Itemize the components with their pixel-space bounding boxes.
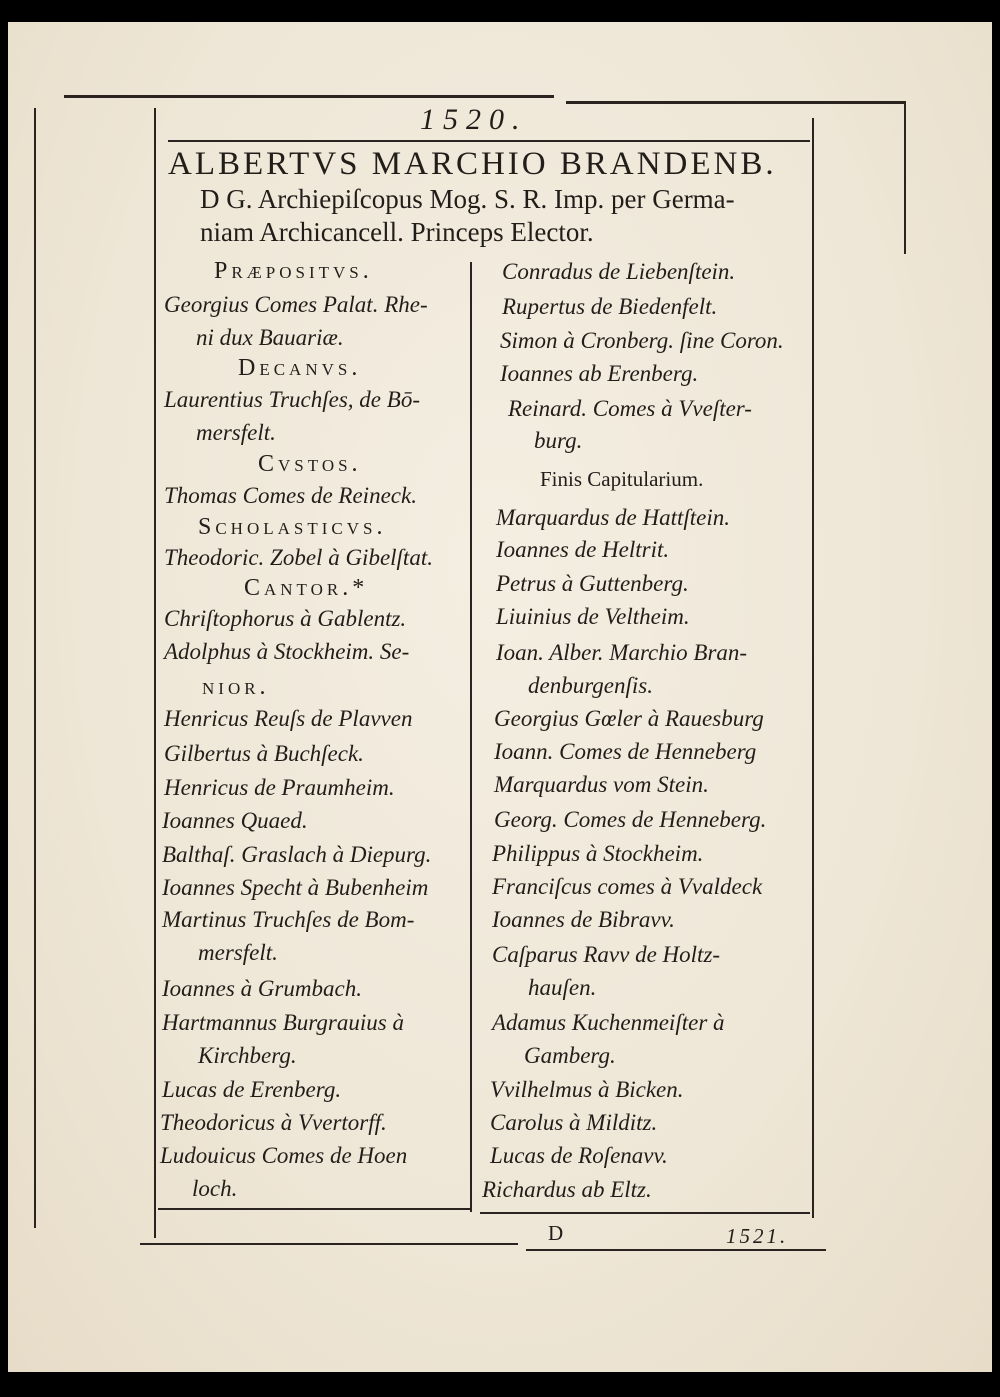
right-entry: burg. [534, 428, 583, 453]
right-entry: Reinard. Comes à Vveſter- [508, 396, 752, 421]
outer-right-border [904, 104, 906, 254]
signature-mark: D [548, 1221, 564, 1245]
title-line-2: D G. Archiepiſcopus Mog. S. R. Imp. per Germa- [200, 184, 735, 214]
left-border [154, 108, 156, 1238]
right-entry: Adamus Kuchenmeiſter à [492, 1010, 725, 1035]
right-entry: Caſparus Ravv de Holtz- [492, 942, 721, 967]
right-entry: Georgius Gœler à Rauesburg [494, 706, 764, 731]
column-divider [470, 262, 472, 1212]
left-entry: Præpositvs. [214, 258, 373, 284]
right-entry: Finis Capitularium. [540, 467, 704, 491]
left-entry: Martinus Truchſes de Bom- [162, 907, 415, 932]
left-entry: Gilbertus à Buchſeck. [164, 741, 364, 766]
right-entry: Vvilhelmus à Bicken. [490, 1077, 684, 1102]
left-entry: Theodoricus à Vvertorff. [160, 1110, 387, 1135]
bottom-rule-right [480, 1212, 810, 1214]
right-entry: Liuinius de Veltheim. [496, 604, 690, 629]
left-entry: Decanvs. [238, 355, 362, 381]
left-entry: mersfelt. [198, 940, 278, 965]
right-entry: Gamberg. [524, 1043, 616, 1068]
title-line-3: niam Archicancell. Princeps Elector. [200, 217, 594, 247]
left-entry: loch. [192, 1176, 238, 1201]
left-entry: nior. [202, 674, 270, 700]
footer-rule-left [140, 1243, 518, 1245]
right-border [812, 118, 814, 1218]
right-entry: Franciſcus comes à Vvaldeck [492, 874, 763, 899]
left-entry: Scholasticvs. [198, 514, 387, 540]
left-entry: Adolphus à Stockheim. Se- [164, 639, 410, 664]
right-entry: Marquardus vom Stein. [494, 772, 709, 797]
left-entry: Cantor.* [244, 575, 369, 601]
bottom-rule-left [158, 1208, 470, 1210]
left-entry: Lucas de Erenberg. [162, 1077, 342, 1102]
left-entry: Ioannes Quaed. [162, 808, 308, 833]
right-entry: Ioan. Alber. Marchio Bran- [496, 640, 748, 665]
page-number: 1520. [420, 103, 528, 136]
right-entry: Ioannes de Bibravv. [492, 907, 675, 932]
left-entry: Chriſtophorus à Gablentz. [164, 606, 407, 631]
left-entry: Ludouicus Comes de Hoen [160, 1143, 408, 1168]
top-rule-left [64, 95, 554, 98]
left-entry: Ioannes Specht à Bubenheim [162, 875, 429, 900]
right-entry: Ioannes de Heltrit. [496, 537, 670, 562]
footer-rule-right [526, 1249, 826, 1251]
left-entry: Balthaſ. Graslach à Diepurg. [162, 842, 432, 867]
left-entry: Ioannes à Grumbach. [162, 976, 362, 1001]
left-entry: Thomas Comes de Reineck. [164, 483, 417, 508]
left-entry: Kirchberg. [198, 1043, 297, 1068]
left-entry: ni dux Bauariæ. [196, 325, 344, 350]
top-rule-right [566, 101, 906, 104]
outer-left-border [34, 108, 36, 1228]
right-entry: Rupertus de Biedenfelt. [502, 294, 718, 319]
left-entry: mersfelt. [196, 420, 276, 445]
right-entry: Georg. Comes de Henneberg. [494, 807, 767, 832]
right-entry: Lucas de Roſenavv. [490, 1143, 668, 1168]
catchword: 1521. [726, 1224, 789, 1248]
title-rule [168, 140, 810, 142]
right-entry: hauſen. [528, 975, 597, 1000]
right-entry: Petrus à Guttenberg. [496, 571, 689, 596]
right-entry: Richardus ab Eltz. [482, 1177, 652, 1202]
right-entry: Ioann. Comes de Henneberg [494, 739, 757, 764]
left-entry: Henricus Reuſs de Plavven [164, 706, 413, 731]
left-entry: Henricus de Praumheim. [164, 775, 395, 800]
left-entry: Georgius Comes Palat. Rhe- [164, 292, 428, 317]
right-entry: Ioannes ab Erenberg. [500, 361, 699, 386]
left-entry: Laurentius Truchſes, de Bō- [164, 387, 420, 412]
right-entry: Simon à Cronberg. ſine Coron. [500, 328, 784, 353]
left-entry: Hartmannus Burgrauius à [162, 1010, 404, 1035]
left-entry: Cvstos. [258, 451, 362, 477]
right-entry: Carolus à Milditz. [490, 1110, 658, 1135]
right-entry: Conradus de Liebenſtein. [502, 259, 736, 284]
right-entry: Philippus à Stockheim. [492, 841, 704, 866]
page-title: ALBERTVS MARCHIO BRANDENB. [168, 146, 777, 182]
left-entry: Theodoric. Zobel à Gibelſtat. [164, 545, 433, 570]
right-entry: denburgenſis. [528, 673, 653, 698]
right-entry: Marquardus de Hattſtein. [496, 505, 731, 530]
